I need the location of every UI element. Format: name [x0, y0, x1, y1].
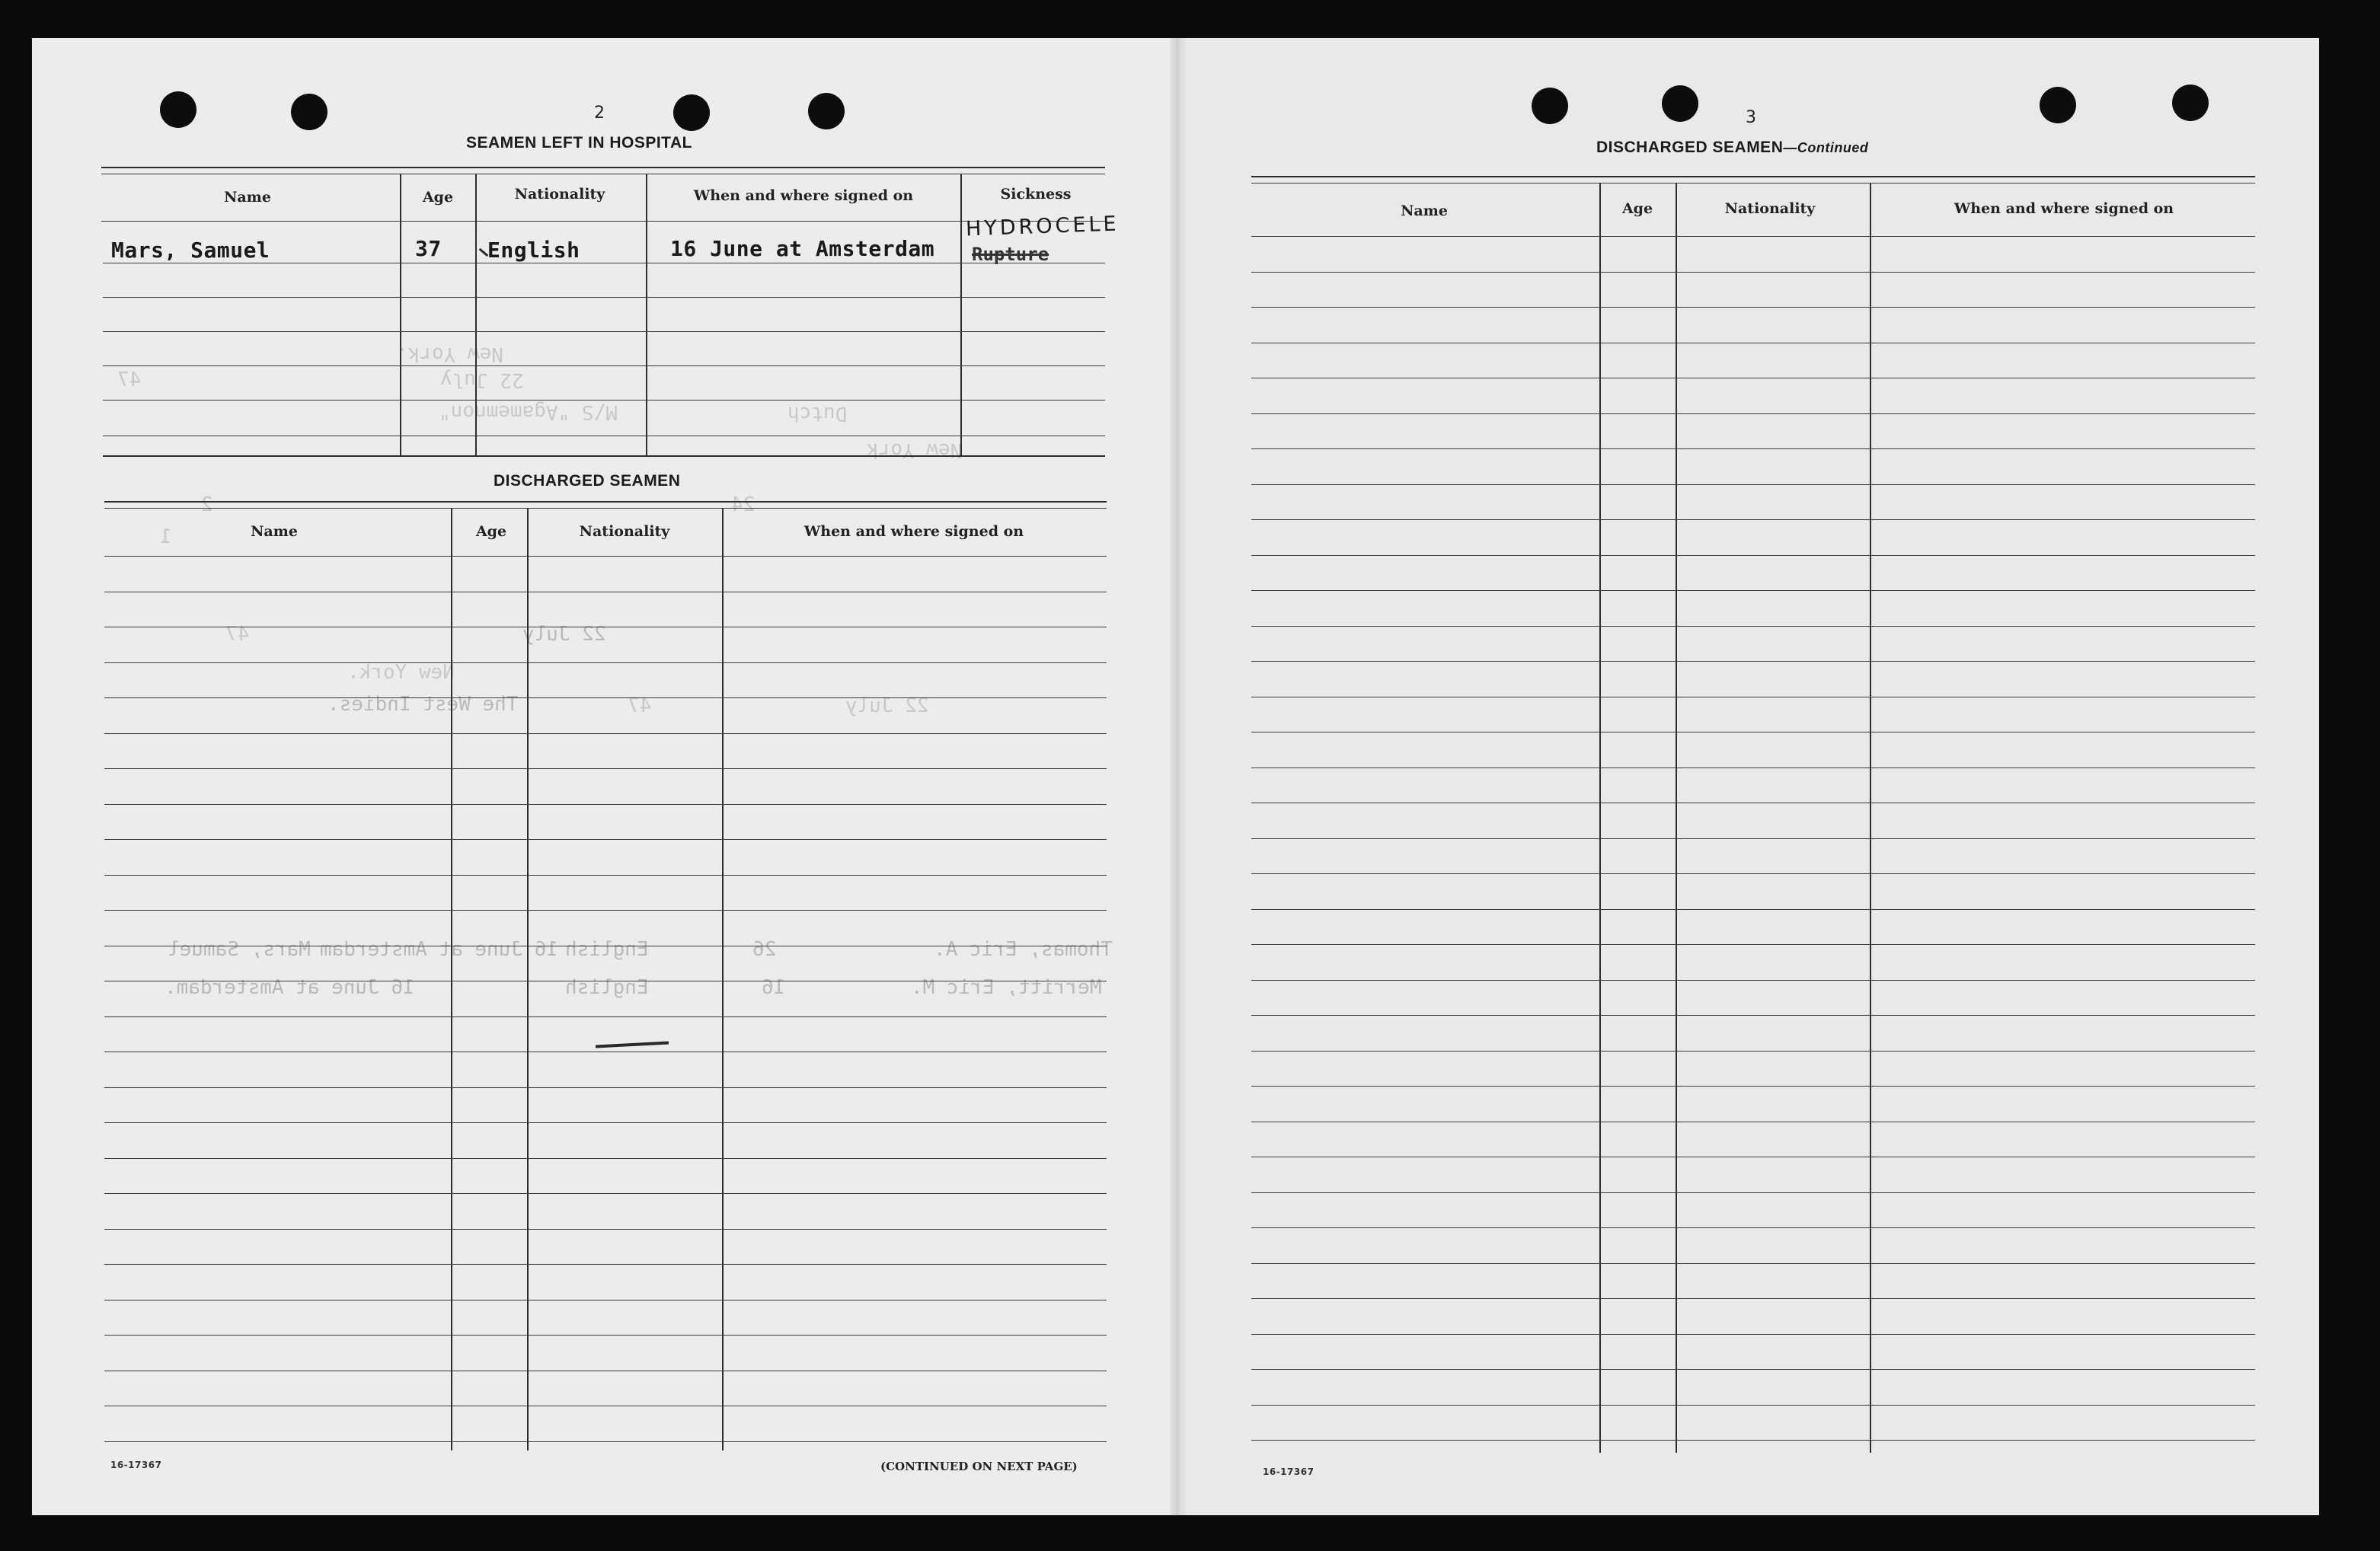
bleed-through-text: 47 — [628, 694, 652, 717]
right-col-age: Age — [1621, 200, 1653, 217]
bleed-through-text: 16 June at Amsterdam — [320, 938, 559, 961]
bleed-through-text: 47 — [225, 623, 250, 646]
hospital-entry-nationality: English — [487, 238, 580, 263]
hospital-row-line — [103, 297, 1105, 298]
ruled-row-line — [1251, 626, 2255, 627]
ruled-row-line — [1251, 1405, 2255, 1406]
form-number-right: 16-17367 — [1263, 1466, 1315, 1477]
punch-hole-7 — [2040, 87, 2076, 123]
hospital-col-divider-3 — [646, 174, 647, 455]
bleed-through-text: English — [565, 938, 649, 961]
discharged-col-divider-1 — [451, 508, 452, 1450]
punch-hole-3 — [673, 94, 710, 131]
ruled-row-line — [1251, 272, 2255, 273]
hospital-col-name: Name — [224, 189, 271, 206]
ruled-row-line — [1251, 555, 2255, 556]
punch-hole-4 — [808, 93, 845, 129]
ruled-row-line — [1251, 590, 2255, 591]
ruled-row-line — [1251, 236, 2255, 237]
ruled-row-line — [1251, 1227, 2255, 1228]
ruled-row-line — [104, 1158, 1107, 1159]
discharged-col-name: Name — [251, 523, 298, 540]
hospital-header-bottom — [101, 221, 1105, 222]
hospital-entry-age: 37 — [415, 236, 442, 261]
ruled-row-line — [1251, 1086, 2255, 1087]
bleed-through-text: 22 July — [522, 623, 606, 646]
ruled-row-line — [1251, 448, 2255, 449]
ruled-row-line — [104, 910, 1107, 911]
bleed-through-text: 22 July — [845, 694, 929, 717]
ruled-row-line — [1251, 980, 2255, 981]
bleed-through-text: Mars, Samuel — [168, 938, 311, 961]
discharged-top-rule-2 — [104, 508, 1107, 509]
page-number-right: 3 — [1746, 108, 1756, 127]
discharged-col-divider-3 — [722, 508, 724, 1450]
discharged-col-divider-2 — [527, 508, 529, 1450]
punch-hole-8 — [2172, 85, 2209, 121]
bleed-through-text: 2 — [201, 493, 213, 516]
ruled-row-line — [1251, 944, 2255, 945]
discharged-section-title: DISCHARGED SEAMEN — [494, 472, 681, 490]
punch-hole-6 — [1662, 85, 1698, 122]
continued-note: (CONTINUED ON NEXT PAGE) — [880, 1460, 1078, 1473]
bleed-through-text: English — [565, 976, 649, 999]
hospital-top-rule-1 — [101, 167, 1105, 168]
bleed-through-text: New York. — [396, 343, 503, 365]
ruled-row-line — [1251, 1440, 2255, 1441]
ruled-row-line — [104, 1264, 1107, 1265]
page-number-left: 2 — [594, 104, 605, 123]
discharged-continued-title-text: DISCHARGED SEAMEN — [1596, 139, 1784, 156]
ruled-row-line — [1251, 307, 2255, 308]
ruled-row-line — [104, 1335, 1107, 1336]
hospital-entry-name: Mars, Samuel — [111, 238, 270, 263]
discharged-col-nationality: Nationality — [579, 523, 670, 540]
ruled-row-line — [104, 839, 1107, 840]
ruled-row-line — [1251, 1369, 2255, 1370]
discharged-col-age: Age — [475, 523, 507, 540]
ruled-row-line — [1251, 484, 2255, 485]
ruled-row-line — [1251, 519, 2255, 520]
right-col-signed-on: When and where signed on — [1954, 200, 2174, 217]
ruled-row-line — [104, 1441, 1107, 1442]
bleed-through-text: M/S "Agamemnon" — [439, 401, 618, 423]
ruled-row-line — [104, 768, 1107, 769]
hospital-entry-signed-on: 16 June at Amsterdam — [670, 236, 935, 261]
bleed-through-text: The West Indies. — [327, 693, 519, 716]
bleed-through-text: 1 — [160, 525, 172, 548]
ruled-row-line — [1251, 838, 2255, 839]
right-top-rule-2 — [1251, 183, 2255, 184]
hospital-section-title: SEAMEN LEFT IN HOSPITAL — [466, 134, 692, 152]
ruled-row-line — [1251, 1334, 2255, 1335]
bleed-through-text: 24 — [731, 493, 756, 516]
bleed-through-text: 22 July — [440, 369, 524, 391]
bleed-through-text: Dutch — [787, 402, 848, 425]
ruled-row-line — [104, 1016, 1107, 1017]
ruled-row-line — [104, 1193, 1107, 1194]
hospital-col-sickness: Sickness — [1000, 186, 1072, 203]
bleed-through-text: Merritt, Eric M. — [911, 976, 1102, 999]
ruled-row-line — [1251, 909, 2255, 910]
bleed-through-text: 47 — [117, 369, 142, 391]
bleed-through-text: 16 — [762, 976, 786, 999]
hospital-col-signed-on: When and where signed on — [693, 187, 914, 204]
hospital-col-divider-1 — [400, 174, 401, 455]
continued-suffix: —Continued — [1783, 140, 1869, 155]
ruled-row-line — [104, 662, 1107, 663]
right-col-name: Name — [1401, 203, 1448, 219]
discharged-continued-title — [1596, 139, 1868, 157]
ruled-row-line — [1251, 413, 2255, 414]
hospital-row-line — [103, 331, 1105, 332]
bleed-through-text: 16 June at Amsterdam. — [165, 976, 415, 999]
ruled-row-line — [104, 1229, 1107, 1230]
right-col-nationality: Nationality — [1724, 200, 1816, 217]
punch-hole-2 — [291, 94, 327, 130]
ruled-row-line — [1251, 1298, 2255, 1299]
bleed-through-text: New York. — [347, 661, 455, 684]
hospital-row-line — [103, 365, 1105, 366]
hospital-col-nationality: Nationality — [514, 186, 605, 203]
ruled-row-line — [104, 804, 1107, 805]
bleed-through-text: 26 — [752, 938, 777, 961]
discharged-col-signed-on: When and where signed on — [803, 523, 1024, 540]
ruled-row-line — [1251, 1015, 2255, 1016]
bleed-through-text: New York — [867, 439, 963, 461]
ruled-row-line — [1251, 1051, 2255, 1052]
punch-hole-5 — [1532, 88, 1568, 124]
ruled-row-line — [1251, 1192, 2255, 1193]
ruled-row-line — [1251, 873, 2255, 874]
hospital-col-age: Age — [422, 189, 454, 206]
ruled-row-line — [104, 697, 1107, 698]
ruled-row-line — [104, 875, 1107, 876]
punch-hole-1 — [160, 91, 196, 128]
right-top-rule-1 — [1251, 176, 2255, 177]
form-number-left: 16-17367 — [110, 1460, 162, 1470]
ruled-row-line — [1251, 1263, 2255, 1264]
hospital-col-divider-4 — [960, 174, 962, 455]
discharged-top-rule-1 — [104, 501, 1107, 503]
right-page — [1177, 38, 2319, 1515]
bleed-through-text: Thomas, Eric A. — [934, 938, 1113, 961]
hospital-entry-sickness-handwritten: HYDROCELE — [965, 212, 1120, 241]
ruled-row-line — [104, 1087, 1107, 1088]
page-gutter — [1170, 38, 1187, 1515]
ruled-row-line — [104, 556, 1107, 557]
ruled-row-line — [1251, 661, 2255, 662]
ruled-row-line — [104, 733, 1107, 734]
hospital-entry-sickness-struck: Rupture — [972, 244, 1049, 265]
ruled-row-line — [104, 1122, 1107, 1123]
